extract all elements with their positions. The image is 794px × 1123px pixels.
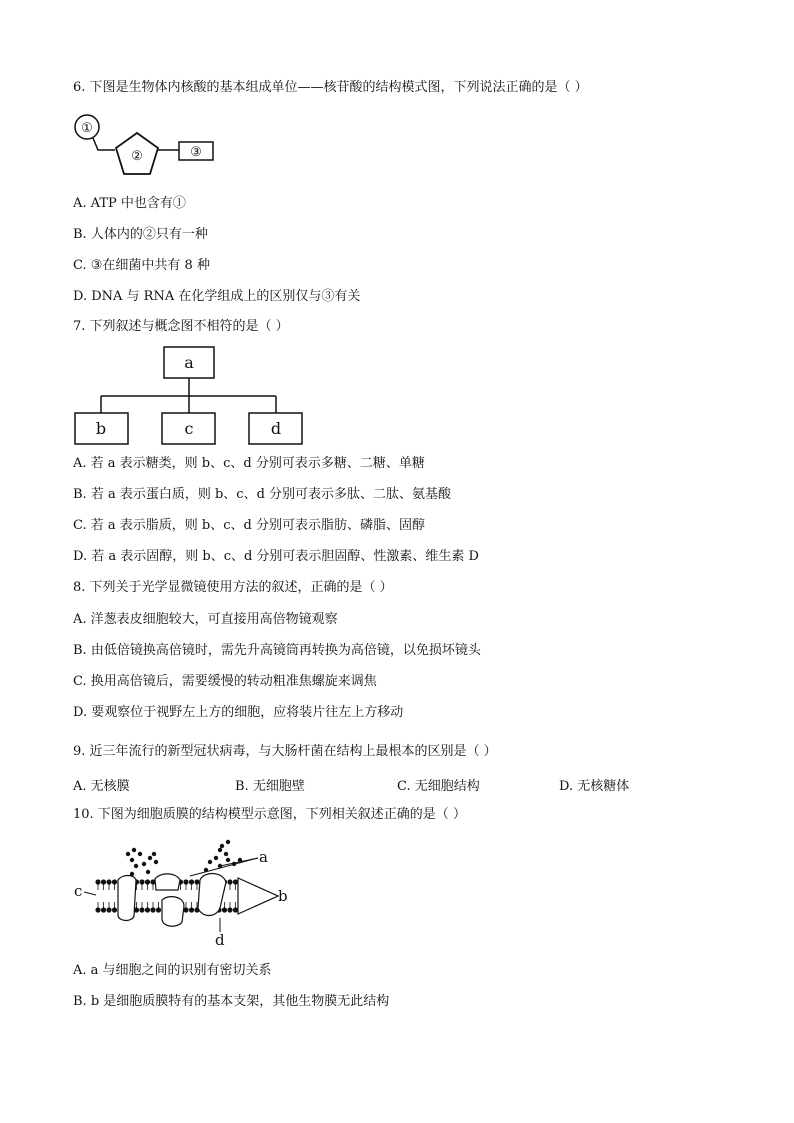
q10-option-a: A. a 与细胞之间的识别有密切关系: [73, 963, 272, 978]
concept-label-b: b: [95, 419, 107, 438]
phosphate-bond: [93, 138, 115, 150]
q7-option-a: A. 若 a 表示糖类，则 b、c、d 分别可表示多糖、二糖、单糖: [73, 456, 425, 471]
sugar-chain-dot: [152, 852, 156, 856]
concept-map-diagram: [74, 345, 314, 445]
sugar-chain-dot: [214, 856, 218, 860]
sugar-chain-dot: [226, 858, 230, 862]
q10-stem: 10. 下图为细胞质膜的结构模型示意图，下列相关叙述正确的是（ ）: [73, 807, 466, 822]
q9-stem: 9. 近三年流行的新型冠状病毒，与大肠杆菌在结构上最根本的区别是（ ）: [73, 744, 497, 759]
membrane-arrow-tip: [238, 878, 278, 914]
q9-option-d: D. 无核糖体: [559, 779, 630, 794]
base-label: ③: [190, 145, 202, 160]
glycoprotein-chains: [126, 840, 242, 876]
sugar-chain-dot: [220, 844, 224, 848]
q9-option-b: B. 无细胞壁: [235, 779, 305, 794]
sugar-chain-dot: [132, 848, 136, 852]
sugar-chain-dot: [130, 858, 134, 862]
embedded-protein: [162, 897, 184, 927]
q8-option-b: B. 由低倍镜换高倍镜时，需先升高镜筒再转换为高倍镜，以免损坏镜头: [73, 643, 481, 658]
membrane-label-a: a: [259, 848, 268, 866]
sugar-chain-dot: [218, 848, 222, 852]
q10-option-b: B. b 是细胞质膜特有的基本支架，其他生物膜无此结构: [73, 994, 390, 1009]
q9-option-a: A. 无核膜: [73, 779, 130, 794]
q7-stem: 7. 下列叙述与概念图不相符的是（ ）: [73, 319, 289, 334]
q6-option-b: B. 人体内的②只有一种: [73, 227, 208, 242]
sugar-chain-dot: [226, 840, 230, 844]
concept-label-d: d: [270, 419, 282, 438]
concept-label-c: c: [184, 419, 194, 438]
sugar-chain-dot: [142, 862, 146, 866]
transmembrane-protein-right: [198, 873, 226, 915]
cell-membrane-diagram: [70, 838, 310, 948]
sugar-chain-dot: [224, 852, 228, 856]
phosphate-label: ①: [81, 121, 93, 136]
nucleotide-diagram: [70, 112, 220, 182]
q9-option-c: C. 无细胞结构: [397, 779, 480, 794]
sugar-chain-dot: [134, 864, 138, 868]
q7-option-b: B. 若 a 表示蛋白质，则 b、c、d 分别可表示多肽、二肽、氨基酸: [73, 487, 452, 502]
q6-option-d: D. DNA 与 RNA 在化学组成上的区别仅与③有关: [73, 289, 361, 304]
q8-stem: 8. 下列关于光学显微镜使用方法的叙述，正确的是（ ）: [73, 580, 393, 595]
membrane-label-b: b: [278, 887, 288, 905]
pentose-label: ②: [131, 149, 143, 164]
q6-option-c: C. ③在细菌中共有 8 种: [73, 258, 210, 273]
sugar-chain-dot: [138, 852, 142, 856]
sugar-chain-dot: [126, 852, 130, 856]
surface-protein: [155, 874, 180, 890]
transmembrane-protein-left: [118, 876, 136, 921]
q8-option-c: C. 换用高倍镜后，需要缓慢的转动粗准焦螺旋来调焦: [73, 674, 377, 689]
q6-stem: 6. 下图是生物体内核酸的基本组成单位——核苷酸的结构模式图，下列说法正确的是（ ）: [73, 80, 588, 95]
pointer-c: [84, 892, 96, 895]
membrane-label-c: c: [74, 882, 83, 900]
sugar-chain-dot: [148, 856, 152, 860]
sugar-chain-dot: [208, 860, 212, 864]
sugar-chain-dot: [154, 860, 158, 864]
q8-option-a: A. 洋葱表皮细胞较大，可直接用高倍物镜观察: [73, 612, 338, 627]
q6-option-a: A. ATP 中也含有①: [73, 196, 186, 211]
q7-option-c: C. 若 a 表示脂质，则 b、c、d 分别可表示脂肪、磷脂、固醇: [73, 518, 425, 533]
q8-option-d: D. 要观察位于视野左上方的细胞，应将装片往左上方移动: [73, 705, 404, 720]
concept-label-a: a: [184, 353, 194, 372]
q7-option-d: D. 若 a 表示固醇，则 b、c、d 分别可表示胆固醇、性激素、维生素 D: [73, 549, 479, 564]
pointer-a-2: [190, 858, 258, 876]
sugar-chain-dot: [146, 870, 150, 874]
membrane-label-d: d: [215, 931, 225, 949]
sugar-chain-dot: [130, 872, 134, 876]
